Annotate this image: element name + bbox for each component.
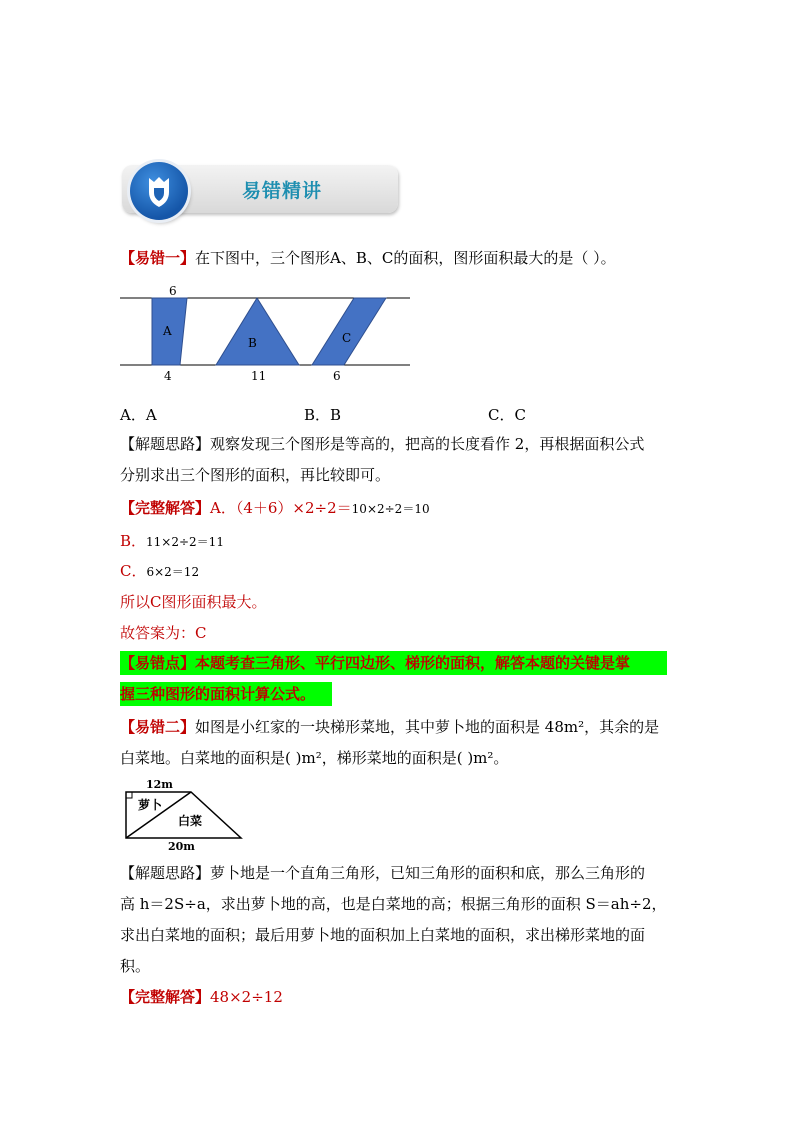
q1-analysis-text1: 观察发现三个图形是等高的，把高的长度看作 2，再根据面积公式 (210, 435, 645, 453)
q1-error-point-line2: 握三种图形的面积计算公式。 (120, 682, 332, 706)
q1-bottom-label-c: 6 (333, 369, 341, 383)
q1-answer-a (120, 498, 430, 519)
q1-answer-tag: 【完整解答】 (120, 499, 211, 517)
q1-analysis-tag: 【解题思路】 (120, 435, 211, 453)
q1-answer-a-formula: 10×2÷2＝10 (351, 502, 430, 516)
q1-top-label: 6 (169, 284, 177, 298)
q1-answer-a-prefix: A．（4＋6）×2÷2＝ (210, 499, 352, 517)
q2-text1: 如图是小红家的一块梯形菜地，其中萝卜地的面积是 48m²，其余的是 (195, 718, 660, 736)
q1-answer-b (120, 531, 224, 552)
q1-tag: 【易错一】 (120, 249, 196, 267)
q2-answer-text: 48×2÷12 (210, 988, 283, 1006)
q1-bottom-label-a: 4 (164, 369, 172, 383)
q1-answer-c (120, 561, 199, 582)
q1-answer-b-formula: 11×2÷2＝11 (146, 535, 224, 549)
q1-conclusion: 所以C图形面积最大。 (120, 593, 267, 611)
q1-label-b: B (248, 336, 257, 350)
option-b: B．B (304, 406, 342, 424)
option-a: A．A (120, 406, 157, 424)
q2-answer (120, 987, 283, 1007)
q2-tag: 【易错二】 (120, 718, 196, 736)
q1-answer-b-prefix: B． (120, 532, 147, 550)
q2-cabbage-label: 白菜 (178, 814, 203, 828)
q1-bottom-label-b: 11 (251, 369, 267, 383)
q2-analysis-line1 (120, 863, 645, 883)
option-c: C．C (488, 406, 526, 424)
banner-title: 易错精讲 (242, 180, 323, 202)
q2-analysis-text1: 萝卜地是一个直角三角形，已知三角形的面积和底，那么三角形的 (210, 864, 646, 882)
q2-analysis-line4: 积。 (120, 957, 151, 975)
q1-answer-c-prefix: C． (120, 562, 147, 580)
q1-analysis-line2: 分别求出三个图形的面积，再比较即可。 (120, 466, 391, 484)
right-angle-mark (126, 792, 132, 798)
q1-error-point-line1: 【易错点】本题考查三角形、平行四边形、梯形的面积，解答本题的关键是掌 (120, 651, 667, 675)
q1-text: 在下图中，三个图形A、B、C的面积，图形面积最大的是（ ）。 (195, 249, 616, 267)
q2-bottom-label: 20m (168, 840, 195, 853)
q2-radish-label: 萝卜 (138, 798, 163, 812)
shape-b (216, 298, 299, 365)
q1-label-c: C (342, 331, 352, 345)
q1-label-a: A (163, 324, 172, 338)
q1-final-answer: 故答案为：C (120, 624, 207, 642)
q2-analysis-line3: 求出白菜地的面积；最后用萝卜地的面积加上白菜地的面积，求出梯形菜地的面 (120, 926, 646, 944)
q1-stem (120, 248, 616, 268)
q2-stem-line1 (120, 717, 659, 737)
q2-analysis-line2: 高 h＝2S÷a，求出萝卜地的高，也是白菜地的高；根据三角形的面积 S＝ah÷2， (120, 895, 667, 913)
q1-analysis-line1 (120, 434, 644, 454)
q2-stem-line2: 白菜地。白菜地的面积是( )m²，梯形菜地的面积是( )m²。 (120, 749, 509, 767)
shield-icon (130, 162, 188, 220)
q2-analysis-tag: 【解题思路】 (120, 864, 211, 882)
q2-top-label: 12m (146, 778, 173, 791)
q2-answer-tag: 【完整解答】 (120, 988, 211, 1006)
banner-badge (130, 162, 188, 220)
q1-answer-c-formula: 6×2＝12 (146, 565, 200, 579)
